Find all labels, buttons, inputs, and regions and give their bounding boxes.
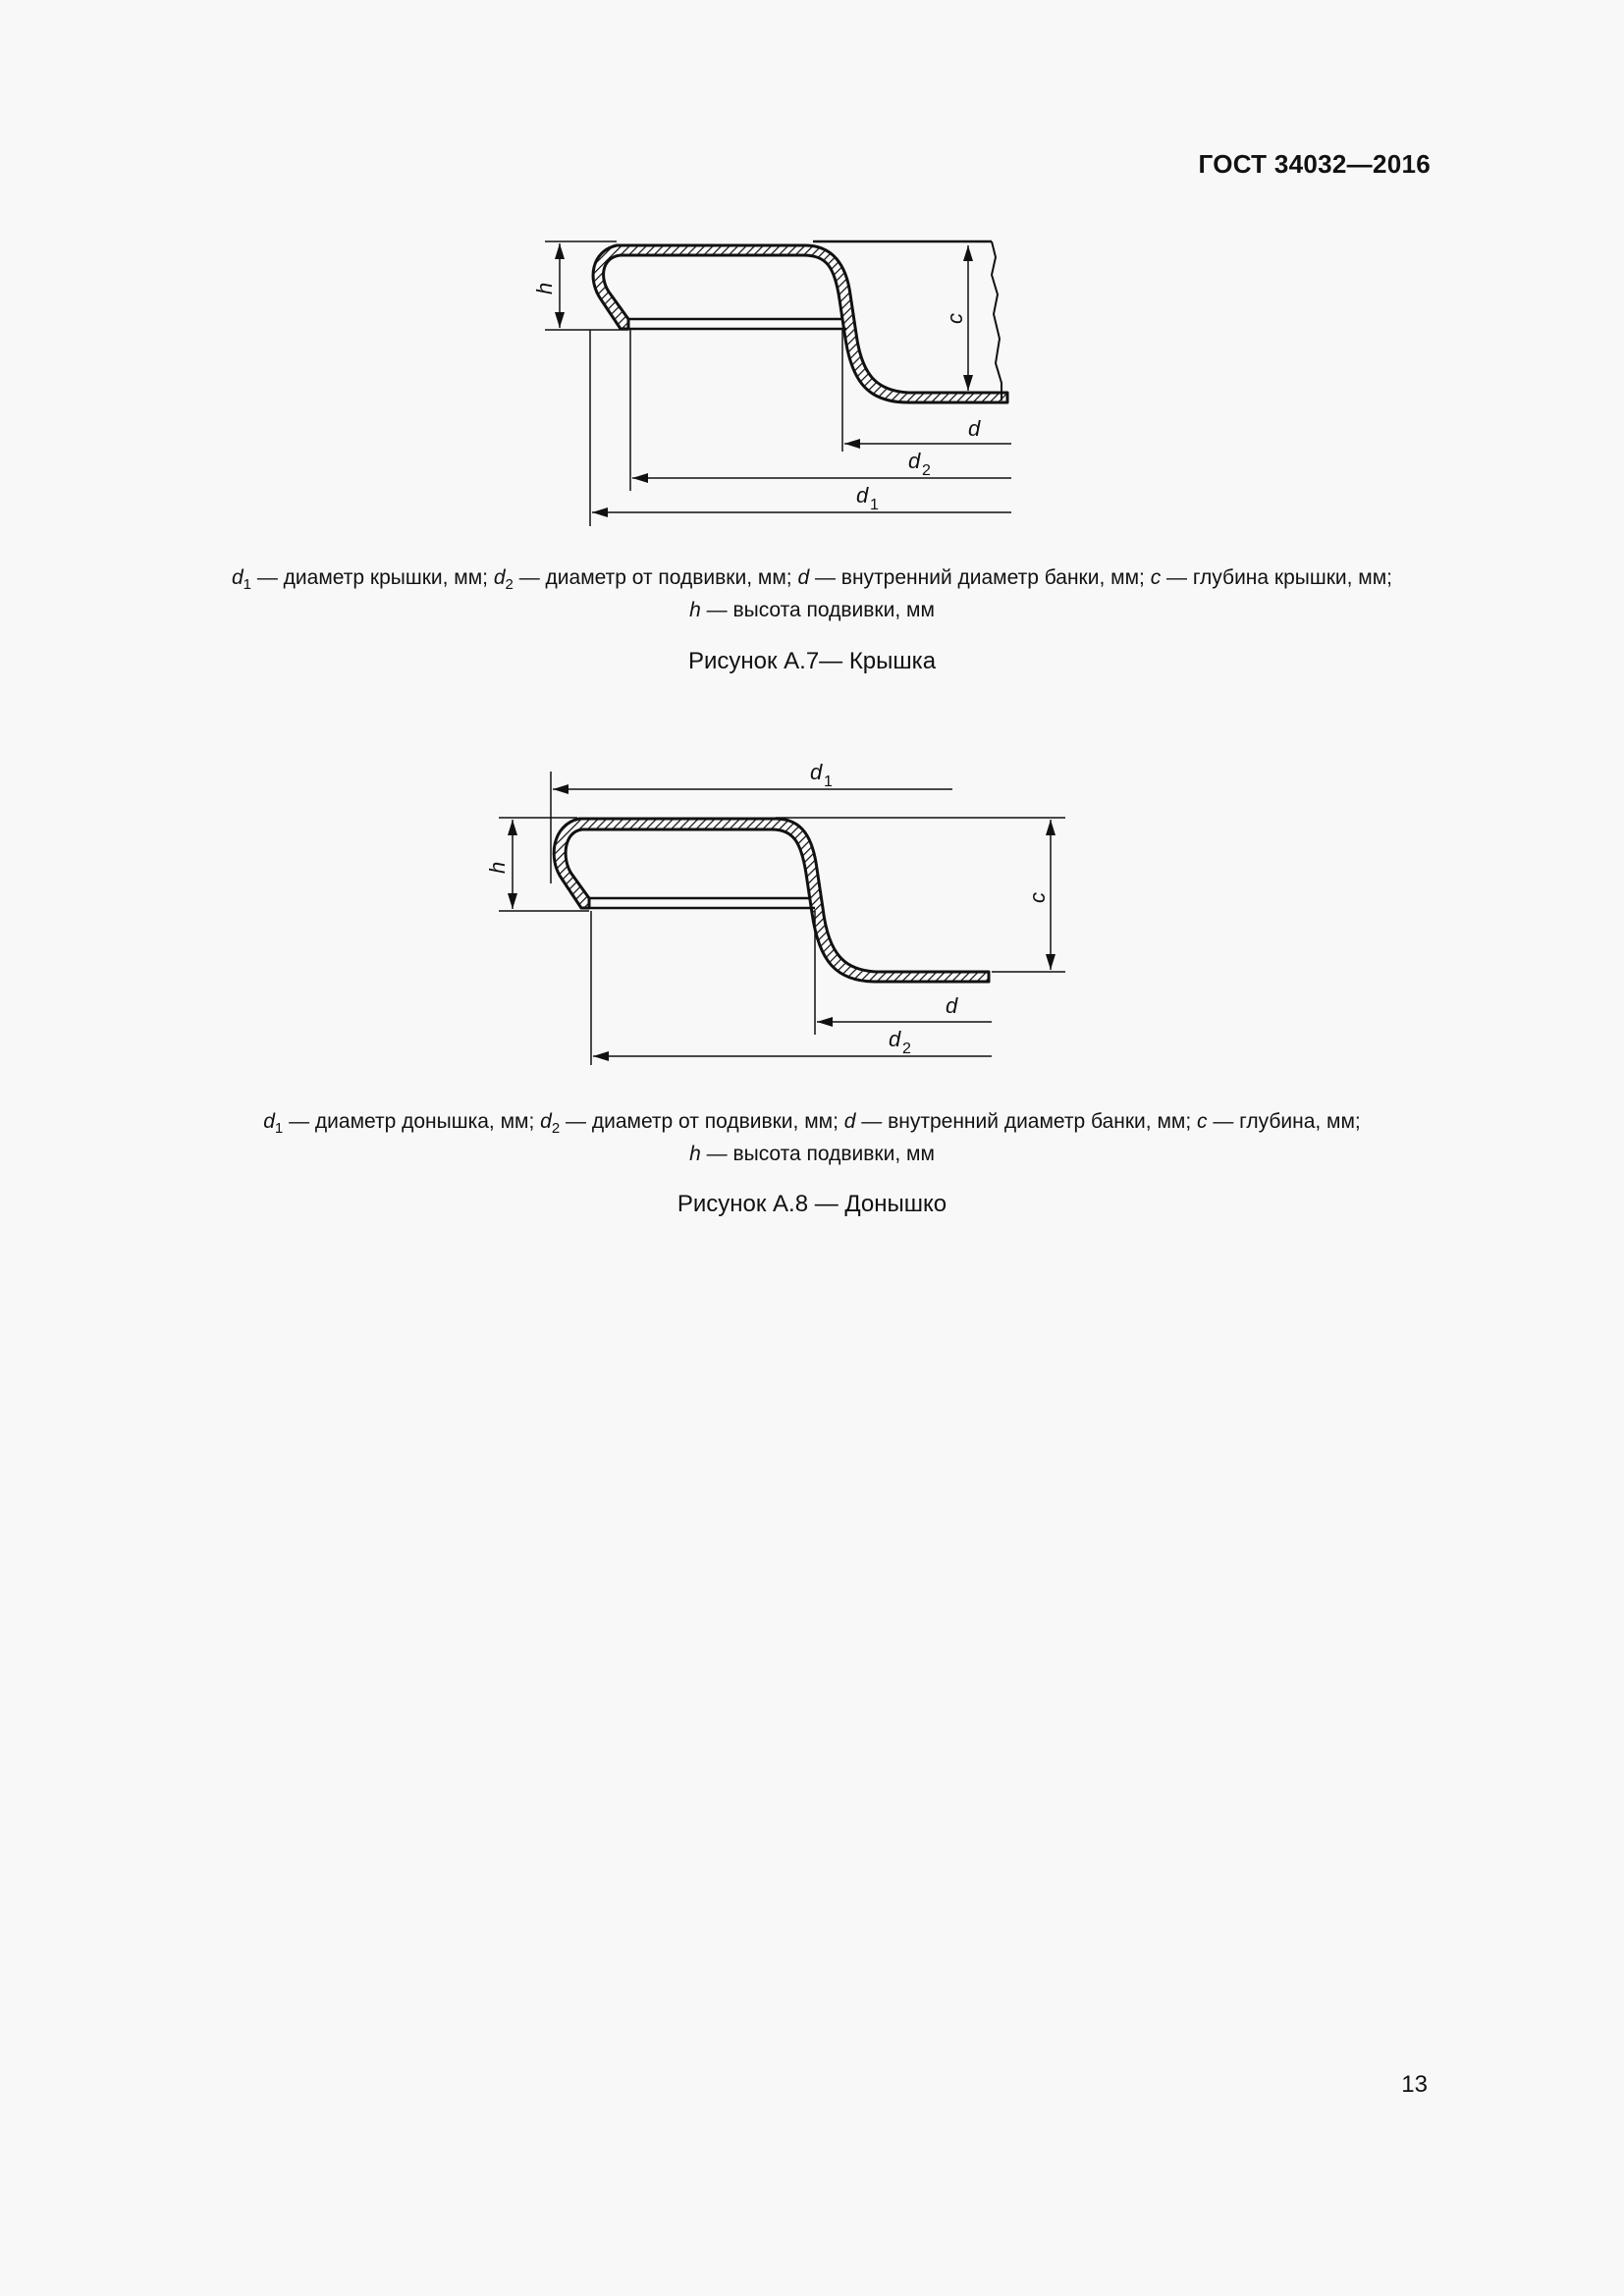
label-d2: d (908, 449, 921, 473)
figure-a8-title: Рисунок А.8 — Донышко (677, 1191, 947, 1217)
label-c: c (1025, 892, 1050, 903)
label-h: h (532, 282, 557, 294)
label-h: h (485, 861, 510, 874)
label-d: d (946, 993, 958, 1018)
document-header: ГОСТ 34032—2016 (1198, 149, 1431, 179)
label-d1: d (856, 483, 869, 507)
label-d1: d (810, 760, 823, 784)
label-d: d (968, 416, 981, 441)
label-c: c (943, 313, 967, 324)
label-d1-sub: 1 (870, 497, 879, 513)
figure-a8-legend: $d_1$ — диаметр донышка, мм; $d_2$ — диаметр от подвивки, мм; d — внутренний диаметр банки, мм; c — глубина, мм; h — высота подвивки, мм (263, 1110, 1361, 1166)
figure-a7-legend: $d_1$ — диаметр крышки, мм; $d_2$ — диаметр от подвивки, мм; d — внутренний диаметр банки, мм; c — глубина крышки, мм; h — высота подвивки, мм (231, 566, 1393, 622)
label-d2-sub: 2 (922, 462, 931, 479)
label-d1-sub: 1 (824, 774, 833, 790)
label-d2-sub: 2 (902, 1041, 911, 1057)
figure-a7-title: Рисунок А.7— Крышка (687, 648, 937, 674)
page-number: 13 (1401, 2071, 1428, 2098)
bottom-profile (554, 819, 989, 982)
label-d2: d (889, 1027, 901, 1051)
figure-a8-drawing (0, 0, 1624, 1080)
